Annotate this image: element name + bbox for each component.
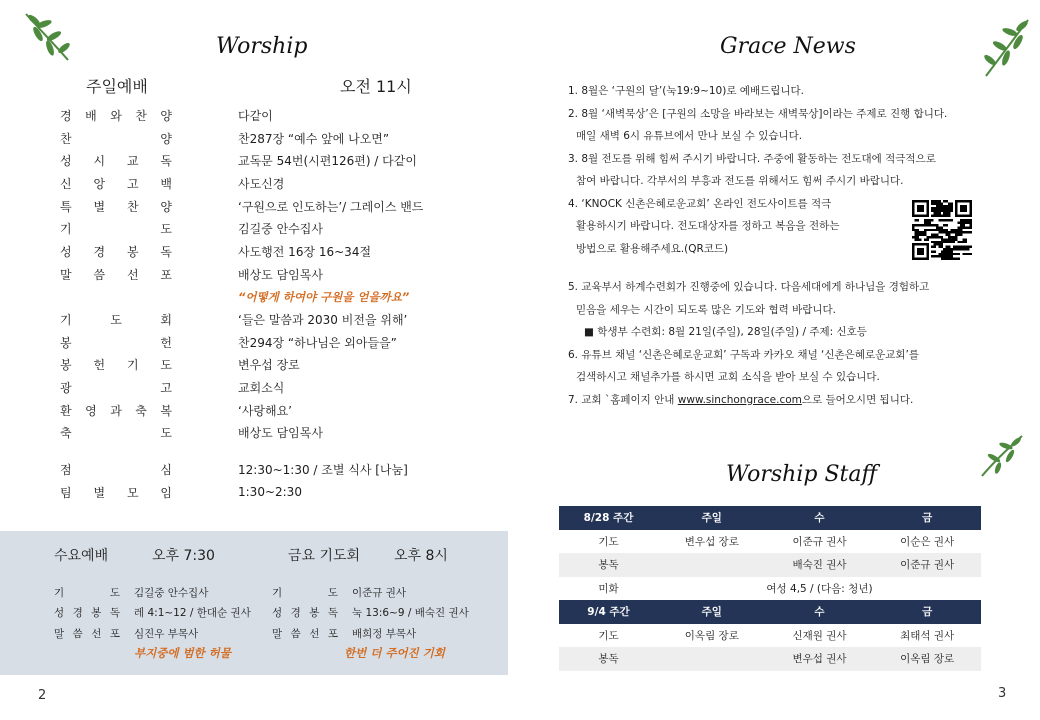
order-label-char: 앙 xyxy=(93,176,106,191)
order-label-char: 시 xyxy=(93,154,106,169)
leaf-branch-icon xyxy=(974,432,1028,478)
order-value: 이준규 권사 xyxy=(352,586,407,599)
order-row xyxy=(60,286,500,309)
order-value: 12:30~1:30 / 조별 식사 [나눔] xyxy=(238,463,408,478)
order-label-char: 교 xyxy=(126,154,139,169)
order-row xyxy=(60,263,500,286)
staff-header-cell: 금 xyxy=(873,600,981,624)
order-label xyxy=(60,379,172,396)
order-value: 사도행전 16장 16~34절 xyxy=(238,244,372,259)
order-label-char: 양 xyxy=(160,131,172,146)
order-row xyxy=(60,172,500,195)
staff-header-cell: 9/4 주간 xyxy=(559,600,658,624)
order-label-char: 봉 xyxy=(91,607,102,620)
order-label-char: 도 xyxy=(327,586,338,599)
order-row xyxy=(60,481,500,504)
staff-cell: 변우섭 권사 xyxy=(766,647,874,671)
order-label-char: 모 xyxy=(126,485,139,500)
order-label-char: 기 xyxy=(60,313,72,328)
order-label xyxy=(54,585,120,600)
order-label-char: 복 xyxy=(160,403,172,418)
friday-service-title: 금요 기도회 xyxy=(288,548,361,564)
order-label-char: 도 xyxy=(160,426,172,441)
order-label-char: 양 xyxy=(160,108,172,123)
order-row xyxy=(60,240,500,263)
staff-cell: 봉독 xyxy=(559,553,658,577)
order-row xyxy=(272,603,502,624)
staff-header-cell: 주일 xyxy=(658,506,766,530)
staff-cell: 기도 xyxy=(598,535,619,548)
order-value: ‘사랑해요’ xyxy=(238,403,292,418)
order-label-char: 기 xyxy=(54,586,65,599)
order-label-char: 포 xyxy=(327,627,338,640)
order-label-char: 봉 xyxy=(126,244,139,259)
order-value: 김길중 안수집사 xyxy=(134,586,209,599)
order-label-char: 성 xyxy=(272,607,283,620)
friday-service-time: 오후 8시 xyxy=(394,548,448,564)
order-label-char: 도 xyxy=(160,222,172,237)
order-value: 배상도 담임목사 xyxy=(238,426,323,441)
order-row xyxy=(60,458,500,481)
order-label xyxy=(60,356,172,373)
order-label xyxy=(60,152,172,169)
friday-sermon-title: 한번 더 주어진 기회 xyxy=(344,646,445,660)
staff-header-cell: 수 xyxy=(766,600,874,624)
order-label-char: 포 xyxy=(109,627,120,640)
staff-cell: 신재원 권사 xyxy=(792,629,847,642)
order-value: 1:30~2:30 xyxy=(238,485,302,500)
order-label-char: 신 xyxy=(60,176,72,191)
order-label-char: 성 xyxy=(60,244,72,259)
order-label-char: 독 xyxy=(327,607,338,620)
order-label xyxy=(60,334,172,351)
order-label-char: 고 xyxy=(126,176,139,191)
order-label-char: 축 xyxy=(135,403,147,418)
order-label-char: 백 xyxy=(160,176,172,191)
order-value: ‘구원으로 인도하는’/ 그레이스 밴드 xyxy=(238,199,424,214)
leaf-branch-icon xyxy=(16,6,76,64)
order-label-char: 경 xyxy=(60,108,72,123)
news-item-line: 활용하시기 바랍니다. 전도대상자를 정하고 복음을 전하는 xyxy=(576,220,840,232)
order-value: 변우섭 장로 xyxy=(238,358,300,373)
order-row xyxy=(60,331,500,354)
order-row xyxy=(60,422,500,445)
order-label-char: 찬 xyxy=(126,199,139,214)
page-number-left: 2 xyxy=(38,688,47,703)
sermon-title: “어떻게 하여야 구원을 얻을까요” xyxy=(238,289,410,304)
order-label-char: 도 xyxy=(160,358,172,373)
order-row xyxy=(272,582,502,603)
order-value: ‘들은 말씀과 2030 비전을 위해’ xyxy=(238,313,408,328)
order-value: 배희정 부목사 xyxy=(352,627,417,640)
order-label-char: 포 xyxy=(160,267,172,282)
sunday-order-list xyxy=(60,104,500,504)
order-label-char: 선 xyxy=(91,627,102,640)
order-label-char: 독 xyxy=(160,244,172,259)
news-suffix: 으로 들어오시면 됩니다. xyxy=(801,393,914,406)
order-label-char: 팀 xyxy=(60,485,72,500)
order-label xyxy=(60,198,172,215)
order-label-char: 과 xyxy=(110,403,122,418)
order-label-char: 기 xyxy=(272,586,283,599)
order-label-char: 성 xyxy=(54,607,65,620)
staff-row xyxy=(559,553,981,577)
order-label-char: 광 xyxy=(60,381,72,396)
staff-cell: 이옥림 장로 xyxy=(873,647,981,671)
order-value: 김길중 안수집사 xyxy=(238,222,323,237)
order-label-char: 찬 xyxy=(60,131,72,146)
staff-cell: 배숙진 권사 xyxy=(766,553,874,577)
order-label-char: 봉 xyxy=(60,358,72,373)
order-row xyxy=(60,217,500,240)
news-item-line: 검색하시고 채널추가를 하시면 교회 소식을 받아 보실 수 있습니다. xyxy=(576,371,880,383)
order-label-char: 헌 xyxy=(160,335,172,350)
order-label-char: 심 xyxy=(160,463,172,478)
staff-cell: 여성 4,5 / (다음: 청년) xyxy=(766,582,873,595)
order-label xyxy=(60,175,172,192)
order-value: 교회소식 xyxy=(238,381,285,396)
order-label xyxy=(54,626,120,641)
order-label-char: 말 xyxy=(54,627,65,640)
order-label-char: 독 xyxy=(109,607,120,620)
order-row xyxy=(272,623,502,644)
spacer xyxy=(60,444,500,458)
order-label-char: 특 xyxy=(60,199,72,214)
order-label-char: 도 xyxy=(109,586,120,599)
order-label-char: 별 xyxy=(93,485,106,500)
order-value: 다같이 xyxy=(238,108,273,123)
order-value: 교독문 54번(시편126편) / 다같이 xyxy=(238,154,417,169)
order-value: 사도신경 xyxy=(238,176,285,191)
order-row xyxy=(54,603,284,624)
staff-header-cell: 8/28 주간 xyxy=(559,506,658,530)
order-label-char: 기 xyxy=(60,222,72,237)
news-item-line: 6. 유튜브 채널 ‘신촌은혜로운교회’ 구독과 카카오 채널 ‘신촌은혜로운교회’를 xyxy=(568,348,920,361)
news-item-line xyxy=(568,389,976,412)
sunday-service-time: 오전 11시 xyxy=(340,77,412,96)
order-label xyxy=(60,311,172,328)
staff-cell: 이옥림 장로 xyxy=(684,629,739,642)
order-value: 레 4:1~12 / 한대순 권사 xyxy=(134,607,251,620)
order-label-char: 봉 xyxy=(309,607,320,620)
worship-staff-title: Worship Staff xyxy=(726,462,878,487)
order-value: 찬294장 “하나님은 외아들을” xyxy=(238,335,397,350)
order-label-char: 영 xyxy=(85,403,97,418)
order-label-char: 씀 xyxy=(93,267,106,282)
news-item-line: 믿음을 세우는 시간이 되도록 많은 기도와 협력 바랍니다. xyxy=(576,303,836,316)
order-label xyxy=(60,220,172,237)
wednesday-order-list xyxy=(54,582,284,644)
news-item-line: 5. 교육부서 하계수련회가 진행중에 있습니다. 다음세대에게 하나님을 경험하고 xyxy=(568,281,930,293)
staff-cell: 이순은 권사 xyxy=(900,535,955,548)
order-label-char: 와 xyxy=(110,108,122,123)
staff-cell: 이준규 권사 xyxy=(873,553,981,577)
order-label xyxy=(60,484,172,501)
news-item-line: 4. ‘KNOCK 신촌은혜로운교회’ 온라인 전도사이트를 적극 xyxy=(568,197,832,210)
staff-cell: 이준규 권사 xyxy=(792,535,847,548)
news-subitem: ■ 학생부 수련회: 8월 21일(주일), 28일(주일) / 주제: 신호등 xyxy=(584,326,867,338)
order-label-char: 선 xyxy=(309,627,320,640)
order-label xyxy=(60,402,172,419)
order-row xyxy=(60,399,500,422)
order-label-char: 점 xyxy=(60,463,72,478)
order-label-char: 양 xyxy=(160,199,172,214)
staff-header-cell: 금 xyxy=(873,506,981,530)
order-label-char: 말 xyxy=(60,267,72,282)
order-label-char: 성 xyxy=(60,154,72,169)
staff-row xyxy=(559,577,981,601)
order-value: 찬287장 “예수 앞에 나오면” xyxy=(238,131,390,146)
wednesday-sermon-title: 부지중에 범한 허물 xyxy=(134,646,231,660)
order-label xyxy=(60,424,172,441)
news-item-line: 1. 8월은 ‘구원의 달’(눅19:9~10)로 예배드립니다. xyxy=(568,85,804,97)
friday-order-list xyxy=(272,582,502,644)
staff-row xyxy=(559,647,981,671)
order-row xyxy=(60,376,500,399)
order-label-char: 봉 xyxy=(60,335,72,350)
order-label-char: 기 xyxy=(126,358,139,373)
order-label-char: 말 xyxy=(272,627,283,640)
news-prefix: 7. 교회 `홈페이지 안내 xyxy=(568,393,678,406)
order-label-char: 씀 xyxy=(290,627,301,640)
staff-cell: 미화 xyxy=(598,582,619,595)
staff-cell: 기도 xyxy=(598,629,619,642)
wednesday-service-time: 오후 7:30 xyxy=(152,548,215,564)
order-label xyxy=(272,626,338,641)
order-label-char: 회 xyxy=(160,313,172,328)
staff-cell xyxy=(658,553,766,577)
order-row xyxy=(60,104,500,127)
order-row xyxy=(54,623,284,644)
order-row xyxy=(60,354,500,377)
news-item-line: 방법으로 활용해주세요.(QR코드) xyxy=(576,242,729,255)
order-label xyxy=(272,585,338,600)
staff-cell: 변우섭 장로 xyxy=(684,535,739,548)
order-value: 눅 13:6~9 / 배숙진 권사 xyxy=(352,607,469,620)
qr-code-icon[interactable] xyxy=(912,200,972,260)
staff-header-row xyxy=(559,600,981,624)
order-label-char: 경 xyxy=(290,607,301,620)
wednesday-service-title: 수요예배 xyxy=(54,548,109,564)
staff-cell: 봉독 xyxy=(559,647,658,671)
order-label xyxy=(54,605,120,620)
staff-header-cell: 주일 xyxy=(658,600,766,624)
staff-cell xyxy=(658,647,766,671)
order-label-char: 경 xyxy=(72,607,83,620)
order-label-char: 배 xyxy=(85,108,97,123)
order-label-char: 씀 xyxy=(72,627,83,640)
staff-row xyxy=(559,530,981,554)
order-row xyxy=(60,308,500,331)
order-value: 배상도 담임목사 xyxy=(238,267,323,282)
order-label-char: 축 xyxy=(60,426,72,441)
news-item-line: 2. 8월 ‘새벽묵상’은 [구원의 소망을 바라보는 새벽묵상]이라는 주제로 진행 합니다. xyxy=(568,107,948,120)
news-item-line: 참여 바랍니다. 각부서의 부흥과 전도를 위해서도 힘써 주시기 바랍니다. xyxy=(576,175,904,187)
order-label-char: 독 xyxy=(160,154,172,169)
staff-header-row xyxy=(559,506,981,530)
order-label-char: 고 xyxy=(160,381,172,396)
order-label xyxy=(60,243,172,260)
order-label xyxy=(60,107,172,124)
order-row xyxy=(60,195,500,218)
order-label xyxy=(272,605,338,620)
sunday-service-title: 주일예배 xyxy=(86,77,148,96)
news-spacer xyxy=(568,260,976,276)
news-item-line: 3. 8월 전도를 위해 힘써 주시기 바랍니다. 주중에 활동하는 전도대에 적극적으로 xyxy=(568,152,936,165)
order-label-char: 헌 xyxy=(93,358,106,373)
order-label xyxy=(60,130,172,147)
worship-staff-table xyxy=(559,506,981,671)
homepage-link[interactable]: www.sinchongrace.com xyxy=(677,393,802,406)
order-label-char: 환 xyxy=(60,403,72,418)
order-label-char: 임 xyxy=(160,485,172,500)
order-label-char: 경 xyxy=(93,244,106,259)
news-item-line: 매일 새벽 6시 유튜브에서 만나 보실 수 있습니다. xyxy=(576,130,803,142)
staff-row xyxy=(559,624,981,648)
order-row xyxy=(60,127,500,150)
leaf-branch-icon xyxy=(976,14,1036,80)
order-value: 심진우 부목사 xyxy=(134,627,199,640)
order-label-char: 도 xyxy=(110,313,122,328)
page-number-right: 3 xyxy=(998,686,1007,701)
staff-cell: 최태석 권사 xyxy=(900,629,955,642)
order-label-char: 찬 xyxy=(135,108,147,123)
order-row xyxy=(60,149,500,172)
order-label xyxy=(60,461,172,478)
order-label xyxy=(60,266,172,283)
staff-header-cell: 수 xyxy=(766,506,874,530)
worship-title: Worship xyxy=(216,34,308,59)
order-label-char: 별 xyxy=(93,199,106,214)
grace-news-title: Grace News xyxy=(720,34,856,59)
order-row xyxy=(54,582,284,603)
order-label-char: 선 xyxy=(126,267,139,282)
